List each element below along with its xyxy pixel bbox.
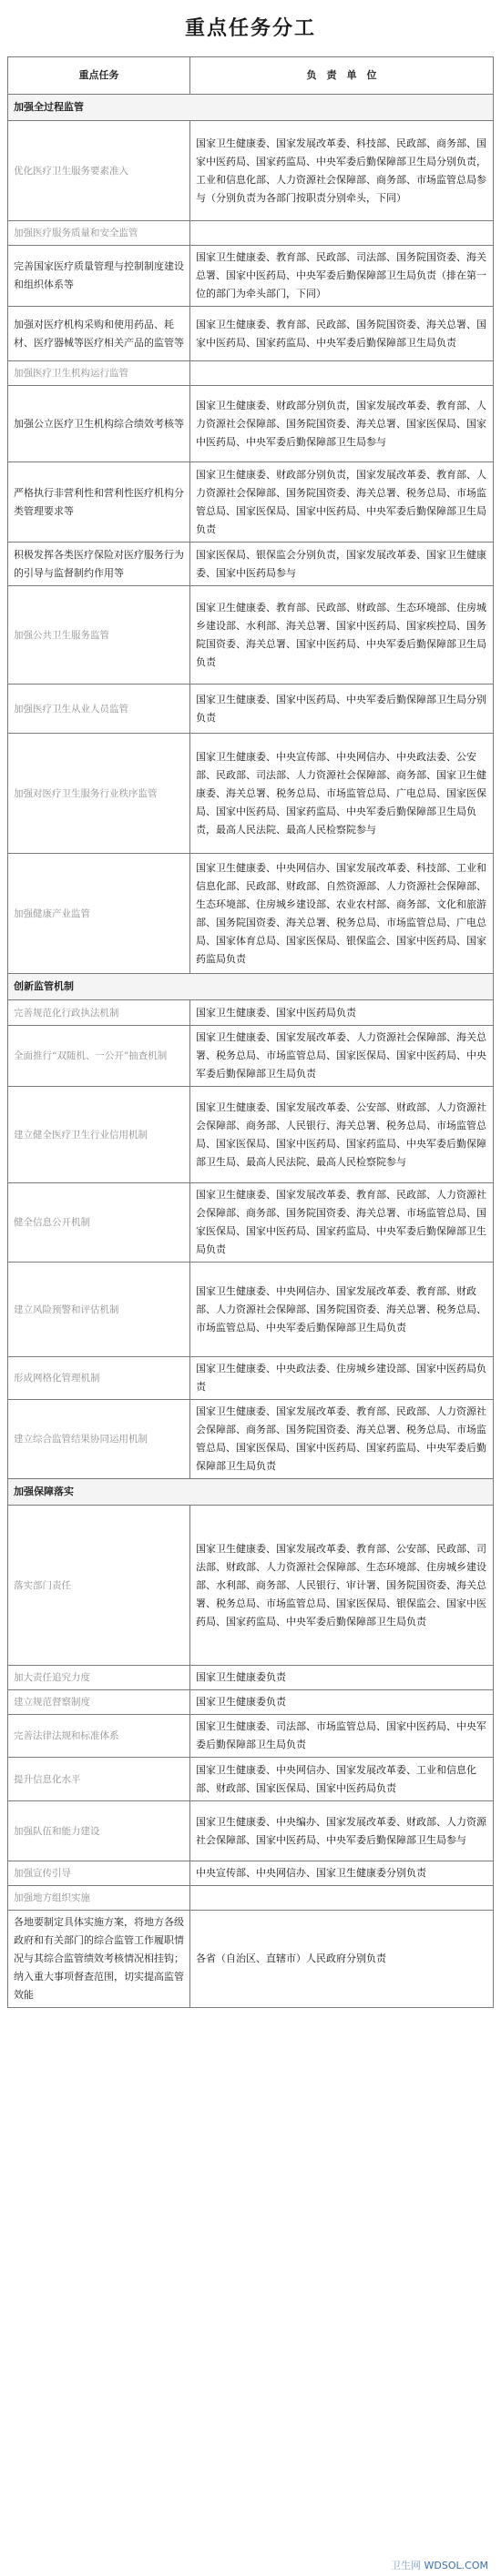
- unit-cell: [190, 1886, 494, 1911]
- table-row: [8, 685, 494, 734]
- unit-cell: 国家卫生健康委、国家发展改革委、科技部、民政部、商务部、国家中医药局、国家药监局、中央军委后勤保障部卫生局分别负责，工业和信息化部、人力资源社会保障部、商务部、市场监管总局参与（分别负责为各部门按职责分别牵头，下同）: [190, 121, 494, 221]
- unit-cell: 国家卫生健康委、国家发展改革委、人力资源社会保障部、海关总署、税务总局、市场监管总局、国家医保局、国家中医药局、中央军委后勤保障部卫生局负责: [190, 1026, 494, 1087]
- table-row: [8, 1183, 494, 1263]
- task-cell: 加强对医疗机构采购和使用药品、耗材、医疗器械等医疗相关产品的监管等: [8, 307, 190, 361]
- section-title: 加强全过程监管: [8, 95, 494, 121]
- table-row: [8, 1026, 494, 1087]
- header-task: 重点任务: [8, 57, 190, 95]
- unit-cell: 国家卫生健康委、中央网信办、国家发展改革委、科技部、工业和信息化部、民政部、财政部、自然资源部、人力资源社会保障部、生态环境部、住房城乡建设部、农业农村部、商务部、文化和旅游部、国务院国资委、海关总署、税务总局、市场监管总局、广电总局、国家体育总局、国家医保局、银保监会、国家中医药局、国家药监局负责: [190, 854, 494, 974]
- table-row: [8, 1861, 494, 1886]
- table-row: [8, 386, 494, 462]
- table-body: [8, 95, 494, 2008]
- task-cell: 积极发挥各类医疗保险对医疗服务行为的引导与监督制约作用等: [8, 543, 190, 586]
- unit-cell: 国家卫生健康委、教育部、民政部、财政部、生态环境部、住房城乡建设部、水利部、海关总署、国家中医药局、国家疾控局、国务院国资委、海关总署、国家中医药局、中央军委后勤保障部卫生局负责: [190, 586, 494, 685]
- table-row: [8, 307, 494, 361]
- table-row: [8, 1087, 494, 1183]
- unit-cell: 国家卫生健康委、财政部分别负责，国家发展改革委、教育部、人力资源社会保障部、国务院国资委、海关总署、税务总局、市场监管总局、国家医保局、国家中医药局、中央军委后勤保障部卫生局负责: [190, 462, 494, 543]
- task-cell: 加强对医疗卫生服务行业秩序监管: [8, 734, 190, 854]
- table-row: [8, 1715, 494, 1758]
- table-row: [8, 1801, 494, 1861]
- unit-cell: 国家卫生健康委、中央宣传部、中央网信办、中央政法委、公安部、民政部、司法部、人力资源社会保障部、商务部、国家卫生健康委、海关总署、税务总局、市场监管总局、广电总局、国家医保局、国家中医药局、国家药监局、中央军委后勤保障部卫生局负责，最高人民法院、最高人民检察院参与: [190, 734, 494, 854]
- unit-cell: 国家卫生健康委、中央政法委、住房城乡建设部、国家中医药局负责: [190, 1357, 494, 1400]
- unit-cell: 国家卫生健康委、国家发展改革委、教育部、公安部、民政部、司法部、财政部、人力资源社会保障部、生态环境部、住房城乡建设部、水利部、商务部、人民银行、审计署、国务院国资委、海关总署、税务总局、市场监管总局、国家医保局、银保监会、国家中医药局、国家药监局、中央军委后勤保障部卫生局负责: [190, 1506, 494, 1666]
- unit-cell: [190, 221, 494, 246]
- task-cell: 加强公共卫生服务监管: [8, 586, 190, 685]
- task-cell: 各地要制定具体实施方案，将地方各级政府和有关部门的综合监管工作履职情况与其综合监管绩效考核情况相挂钩；纳入重大事项督查范围，切实提高监管效能: [8, 1911, 190, 2008]
- unit-cell: [190, 361, 494, 386]
- table-row: [8, 1666, 494, 1690]
- task-cell: 形成网格化管理机制: [8, 1357, 190, 1400]
- table-row: [8, 1263, 494, 1357]
- task-cell: 加强宣传引导: [8, 1861, 190, 1886]
- task-cell: 完善国家医疗质量管理与控制制度建设和组织体系等: [8, 246, 190, 307]
- section-row: [8, 1479, 494, 1506]
- table-row: [8, 1400, 494, 1479]
- unit-cell: 国家卫生健康委、司法部、市场监管总局、国家中医药局、中央军委后勤保障部卫生局负责: [190, 1715, 494, 1758]
- task-cell: 加强健康产业监管: [8, 854, 190, 974]
- unit-cell: 国家卫生健康委、教育部、民政部、国务院国资委、海关总署、国家中医药局、国家药监局、中央军委后勤保障部卫生局负责: [190, 307, 494, 361]
- task-cell: 加强队伍和能力建设: [8, 1801, 190, 1861]
- task-cell: 全面推行“双随机、一公开”抽查机制: [8, 1026, 190, 1087]
- task-cell: 建立综合监管结果协同运用机制: [8, 1400, 190, 1479]
- table-row: [8, 1690, 494, 1715]
- unit-cell: 国家卫生健康委、财政部分别负责，国家发展改革委、教育部、人力资源社会保障部、国务院国资委、海关总署、国家医保局、国家中医药局、中央军委后勤保障部卫生局参与: [190, 386, 494, 462]
- unit-cell: 国家卫生健康委、中央网信办、国家发展改革委、教育部、财政部、人力资源社会保障部、国务院国资委、海关总署、税务总局、市场监管总局、中央军委后勤保障部卫生局负责: [190, 1263, 494, 1357]
- task-cell: 严格执行非营利性和营利性医疗机构分类管理要求等: [8, 462, 190, 543]
- task-cell: 提升信息化水平: [8, 1758, 190, 1801]
- table-row: [8, 246, 494, 307]
- table-row: [8, 734, 494, 854]
- section-title: 加强保障落实: [8, 1479, 494, 1506]
- table-row: [8, 462, 494, 543]
- task-cell: 健全信息公开机制: [8, 1183, 190, 1263]
- task-cell: 建立风险预警和评估机制: [8, 1263, 190, 1357]
- task-division-table: [7, 56, 494, 2008]
- unit-cell: 国家卫生健康委、国家中医药局、中央军委后勤保障部卫生局分别负责: [190, 685, 494, 734]
- table-row: [8, 221, 494, 246]
- task-cell: 加强地方组织实施: [8, 1886, 190, 1911]
- unit-cell: 国家医保局、银保监会分别负责，国家发展改革委、国家卫生健康委、国家中医药局参与: [190, 543, 494, 586]
- task-cell: 加强医疗服务质量和安全监管: [8, 221, 190, 246]
- table-row: [8, 1000, 494, 1026]
- unit-cell: 国家卫生健康委、国家中医药局负责: [190, 1000, 494, 1026]
- section-row: [8, 95, 494, 121]
- task-cell: 优化医疗卫生服务要素准入: [8, 121, 190, 221]
- unit-cell: 各省（自治区、直辖市）人民政府分别负责: [190, 1911, 494, 2008]
- unit-cell: 国家卫生健康委、国家发展改革委、教育部、民政部、人力资源社会保障部、商务部、国务院国资委、海关总署、市场监管总局、国家医保局、国家中医药局、国家药监局、中央军委后勤保障部卫生局负责: [190, 1183, 494, 1263]
- table-row: [8, 586, 494, 685]
- header-unit: 负 责 单 位: [190, 57, 494, 95]
- unit-cell: 国家卫生健康委、国家发展改革委、教育部、民政部、人力资源社会保障部、商务部、国务院国资委、海关总署、税务总局、市场监管总局、国家医保局、国家中医药局、国家药监局、中央军委后勤保障部卫生局负责: [190, 1400, 494, 1479]
- unit-cell: 国家卫生健康委负责: [190, 1666, 494, 1690]
- task-cell: 建立规范督察制度: [8, 1690, 190, 1715]
- table-row: [8, 121, 494, 221]
- task-cell: 加强医疗卫生机构运行监管: [8, 361, 190, 386]
- page-title: 重点任务分工: [184, 17, 316, 40]
- task-cell: 完善规范化行政执法机制: [8, 1000, 190, 1026]
- unit-cell: 国家卫生健康委、国家发展改革委、公安部、财政部、人力资源社会保障部、商务部、人民银行、海关总署、税务总局、市场监管总局、国家医保局、国家中医药局、国家药监局、中央军委后勤保障部卫生局、最高人民法院、最高人民检察院参与: [190, 1087, 494, 1183]
- table-row: [8, 1357, 494, 1400]
- unit-cell: 国家卫生健康委、中央编办、国家发展改革委、财政部、人力资源社会保障部、国家中医药局、中央军委后勤保障部卫生局参与: [190, 1801, 494, 1861]
- task-cell: 加强公立医疗卫生机构综合绩效考核等: [8, 386, 190, 462]
- task-cell: 落实部门责任: [8, 1506, 190, 1666]
- table-row: [8, 1886, 494, 1911]
- task-cell: 建立健全医疗卫生行业信用机制: [8, 1087, 190, 1183]
- task-cell: 完善法律法规和标准体系: [8, 1715, 190, 1758]
- table-row: [8, 1758, 494, 1801]
- section-title: 创新监管机制: [8, 974, 494, 1000]
- unit-cell: 中央宣传部、中央网信办、国家卫生健康委分别负责: [190, 1861, 494, 1886]
- table-row: [8, 543, 494, 586]
- task-cell: 加大责任追究力度: [8, 1666, 190, 1690]
- task-cell: 加强医疗卫生从业人员监管: [8, 685, 190, 734]
- table-row: [8, 1911, 494, 2008]
- site-watermark: 卫生网 WDSOL.COM: [391, 2560, 488, 2571]
- unit-cell: 国家卫生健康委、教育部、民政部、司法部、国务院国资委、海关总署、国家中医药局、中央军委后勤保障部卫生局负责（排在第一位的部门为牵头部门，下同）: [190, 246, 494, 307]
- table-row: [8, 361, 494, 386]
- unit-cell: 国家卫生健康委负责: [190, 1690, 494, 1715]
- table-row: [8, 1506, 494, 1666]
- section-row: [8, 974, 494, 1000]
- unit-cell: 国家卫生健康委、中央网信办、国家发展改革委、工业和信息化部、财政部、国家医保局、国家中医药局负责: [190, 1758, 494, 1801]
- table-row: [8, 854, 494, 974]
- table-header-row: [8, 57, 494, 95]
